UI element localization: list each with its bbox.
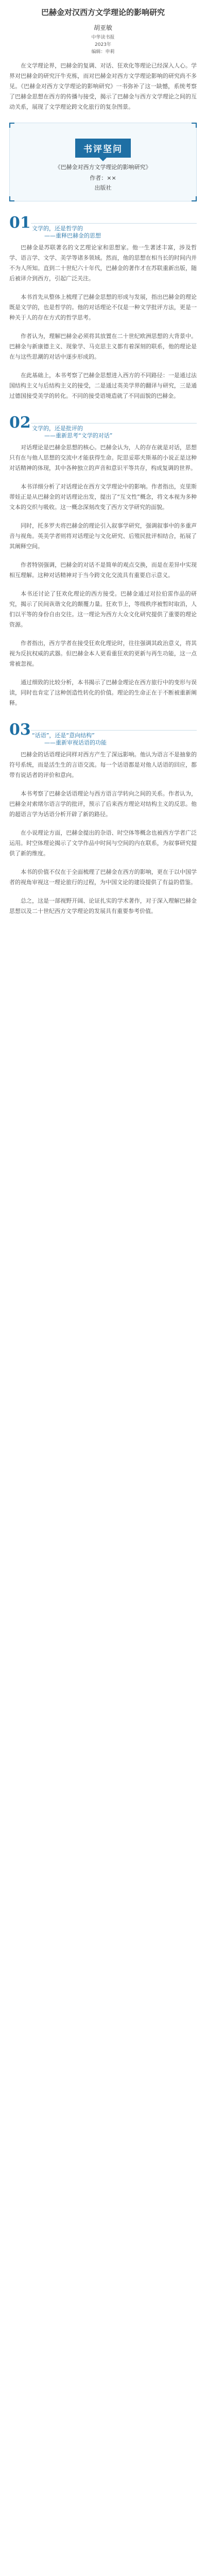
section-heading bbox=[9, 215, 197, 238]
body-paragraph: 作者指出，西方学者在接受狂欢化理论时，往往强调其政治意义，将其视为反抗权威的武器。但巴赫金本人更看重狂欢的更新与再生功能，这一点常被忽视。 bbox=[9, 640, 197, 667]
meta-line: 编辑：申莉 bbox=[91, 49, 115, 55]
section-number: 03 bbox=[9, 721, 31, 739]
intro-paragraph: 在文学理论界，巴赫金的复调、对话、狂欢化等理论已经深入人心。学界对巴赫金的研究汗牛充栋，而对巴赫金对西方文学理论影响的研究尚不多见。《巴赫金对西方文学理论的影响研究》一书弥补了这一缺憾，系统考察了巴赫金思想在西方的传播与接受，揭示了巴赫金与西方文学理论之间的互动关系，展现了文学理论跨文化旅行的复杂图景。 bbox=[9, 62, 197, 110]
book-review-card bbox=[9, 123, 197, 201]
body-paragraph: 在此基础上，本书考察了巴赫金思想进入西方的不同路径：一是通过法国结构主义与后结构主义的接受，二是通过英美学界的翻译与研究，三是通过德国接受美学的转化。不同的接受语境造就了不同面貌的巴赫金。 bbox=[9, 372, 197, 399]
meta-line: 2023年 bbox=[95, 42, 111, 47]
section-subtitle: ——重释巴赫金的思想 bbox=[44, 232, 101, 239]
book-author: 作者：×× bbox=[90, 175, 116, 181]
body-paragraph: 巴赫金是苏联著名的文艺理论家和思想家。他一生著述丰富，涉及哲学、语言学、文学、美学等诸多领域。然而，他的思想在相当长的时间内并不为人所知。直到二十世纪六十年代，巴赫金的著作才在苏联重新出版，随后被译介到西方，引起广泛关注。 bbox=[9, 244, 197, 282]
section-rule bbox=[31, 730, 197, 731]
body-paragraph: 本书考察了巴赫金话语理论与西方语言学转向之间的关系。作者认为，巴赫金对索绪尔语言学的批评，预示了后来西方理论对结构主义的反思。他的超语言学为话语分析开辟了新的路径。 bbox=[9, 790, 197, 818]
book-publisher: 出版社 bbox=[94, 184, 112, 191]
section-title: “话语”，还是“意向结构” bbox=[32, 732, 95, 739]
body-paragraph: 同时，托多罗夫将巴赫金的理论引入叙事学研究，强调叙事中的多重声音与视角。英美学者则将对话理论与文化研究、后殖民批评相结合，拓展了其阐释空间。 bbox=[9, 522, 197, 550]
section-title: 文学的，还是批评的 bbox=[32, 425, 83, 432]
meta-line: 中华读书报 bbox=[91, 35, 115, 40]
section-heading bbox=[9, 722, 197, 744]
section-subtitle: ——重新审视话语的功能 bbox=[44, 739, 107, 746]
review-badge: 书评坚问 bbox=[75, 139, 131, 158]
corner-decoration bbox=[192, 123, 197, 128]
corner-decoration bbox=[9, 196, 14, 201]
section-number: 02 bbox=[9, 414, 31, 432]
corner-decoration bbox=[9, 123, 14, 128]
body-paragraph: 在小说理论方面，巴赫金提出的杂语、时空体等概念也被西方学者广泛运用。时空体理论揭示了文学作品中时间与空间的内在联系，为叙事研究提供了新的维度。 bbox=[9, 829, 197, 857]
section-title-block bbox=[32, 425, 112, 439]
byline: 胡亚敏 bbox=[93, 24, 112, 31]
badge-wrap bbox=[17, 139, 189, 158]
body-paragraph: 对话理论是巴赫金思想的核心。巴赫金认为，人的存在就是对话，思想只有在与他人思想的交流中才能获得生命。陀思妥耶夫斯基的小说正是这种对话精神的体现，其中各种独立的声音和意识平等共存，构成复调的世界。 bbox=[9, 444, 197, 471]
section-number: 01 bbox=[9, 214, 31, 232]
book-title: 《巴赫金对西方文学理论的影响研究》 bbox=[55, 164, 151, 171]
body-paragraph: 作者认为，理解巴赫金必须将其放置在二十世纪欧洲思想的大背景中。巴赫金与新康德主义、现象学、马克思主义都有着深刻的联系，他的理论是在与这些思潮的对话中逐步形成的。 bbox=[9, 333, 197, 360]
section-title-block bbox=[32, 732, 107, 747]
section-heading bbox=[9, 415, 197, 437]
body-paragraph: 本书首先从整体上梳理了巴赫金思想的形成与发展，指出巴赫金的理论既是文学的，也是哲学的。他的对话理论不仅是一种文学批评方法，更是一种关于人的存在方式的哲学思考。 bbox=[9, 294, 197, 321]
article-sections bbox=[9, 215, 197, 917]
corner-decoration bbox=[192, 196, 197, 201]
section-subtitle: ——重新思考“文学的对话” bbox=[44, 432, 113, 439]
body-paragraph: 总之，这是一部视野开阔、论证扎实的学术著作，对于深入理解巴赫金思想以及二十世纪西方文学理论的发展具有重要参考价值。 bbox=[9, 897, 197, 914]
article-meta bbox=[9, 34, 197, 56]
body-paragraph: 作者特别强调，巴赫金的对话不是简单的观点交换，而是在差异中实现相互理解。这种对话精神对于当今跨文化交流具有重要启示意义。 bbox=[9, 562, 197, 579]
article-title: 巴赫金对汉西方文学理论的影响研究 bbox=[41, 8, 165, 17]
section-title-block bbox=[32, 225, 101, 240]
section-title: 文学的，还是哲学的 bbox=[32, 225, 83, 232]
article bbox=[0, 0, 206, 917]
section-rule bbox=[31, 223, 197, 224]
body-paragraph: 巴赫金的话语理论同样对西方产生了深远影响。他认为语言不是抽象的符号系统，而是活生生的言语交流。每一个话语都是对他人话语的回应，都带有说话者的评价和意向。 bbox=[9, 751, 197, 778]
body-paragraph: 本书的价值不仅在于全面梳理了巴赫金在西方的影响，更在于以中国学者的视角审视这一理论旅行的过程，为中国文论的建设提供了有益的借鉴。 bbox=[9, 869, 197, 886]
body-paragraph: 本书详细分析了对话理论在西方文学理论中的影响。作者指出，克里斯蒂娃正是从巴赫金的对话理论出发，提出了“互文性”概念，将文本视为多种文本的交织与吸收。这一概念深刻改变了西方文学研究的面貌。 bbox=[9, 483, 197, 511]
body-paragraph: 通过细致的比较分析，本书揭示了巴赫金理论在西方旅行中的变形与误读，同时也肯定了这种创造性转化的价值。理论的生命正在于不断被重新阐释。 bbox=[9, 679, 197, 706]
body-paragraph: 本书还讨论了狂欢化理论的西方接受。巴赫金通过对拉伯雷作品的研究，揭示了民间诙谐文化的颠覆力量。狂欢节上，等级秩序被暂时取消，人们以平等的身份自由交往。这一理论为西方大众文化研究提供了重要的理论资源。 bbox=[9, 590, 197, 628]
